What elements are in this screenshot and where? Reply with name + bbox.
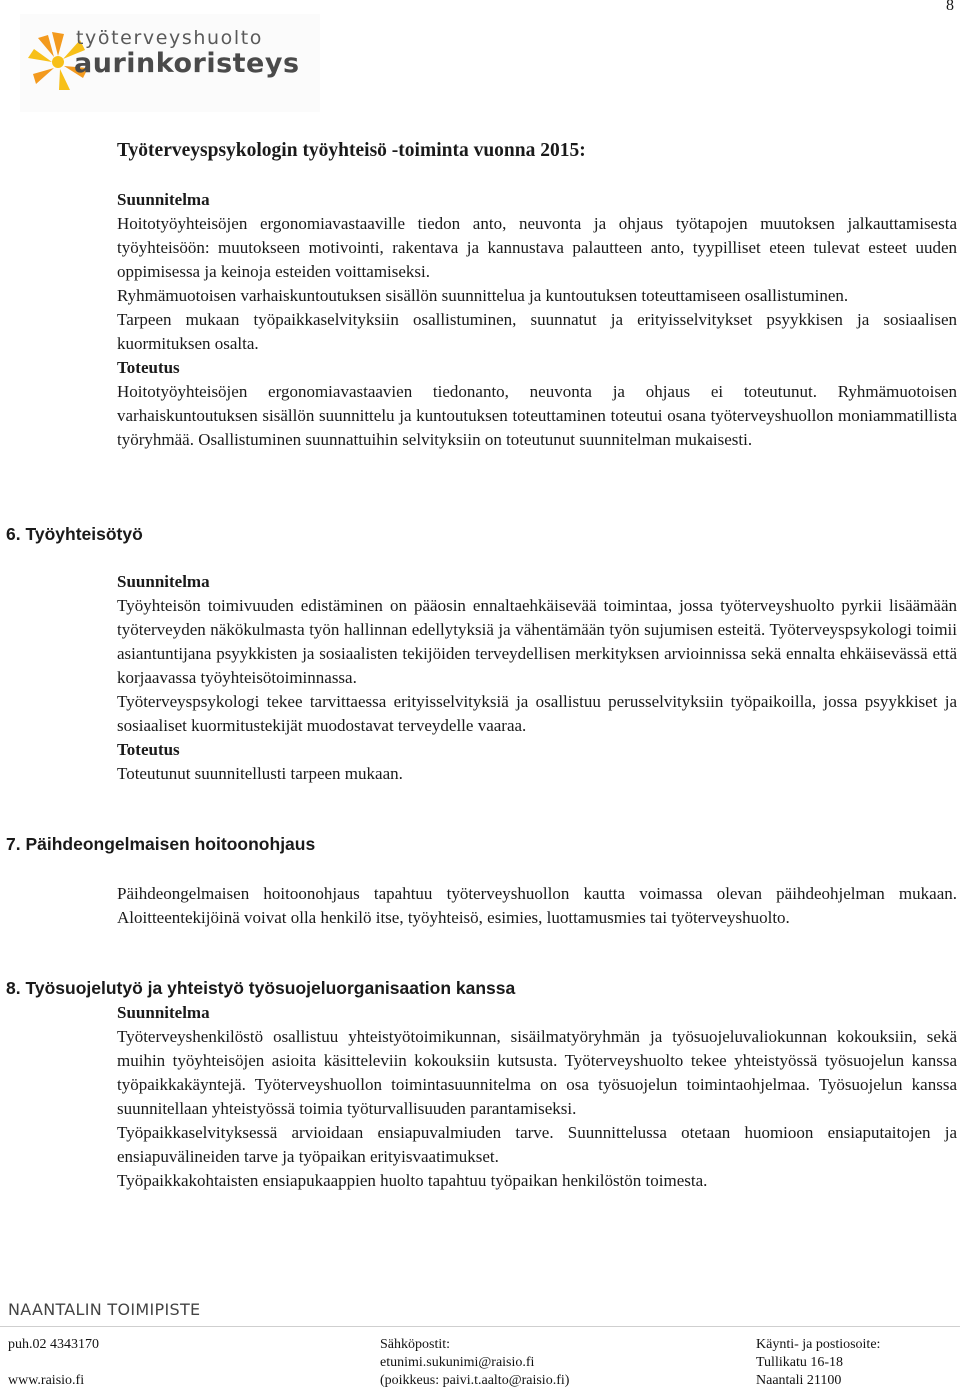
implementation-heading: Toteutus: [117, 358, 180, 377]
section-heading-6: 6. Työyhteisötyö: [6, 524, 143, 544]
paragraph: Työpaikkakohtaisten ensiapukaappien huolto tapahtuu työpaikan henkilöstön toimesta.: [117, 1171, 708, 1190]
plan-heading: Suunnitelma: [117, 572, 210, 591]
footer-divider: [0, 1326, 960, 1327]
paragraph: Työterveyshenkilöstö osallistuu yhteistyötoimikunnan, sisäilmatyöryhmän ja työsuojeluvaliokunnan kokouksiin, sekä muihin työyhteisöjen asioita käsitteleviin kokouksiin kutsusta. Työterveyshuolto tekee yhteistyössä työsuojelun kanssa työpaikkakäyntejä. Työterveyshuollon toimintasuunnitelma on osa työsuojelun toimintaohjelmaa. Työsuojelun kanssa suunnitellaan yhteistyössä toimia työturvallisuuden parantamiseksi.: [117, 1027, 957, 1118]
footer-city: Naantali 21100: [756, 1373, 842, 1388]
document-title: Työterveyspsykologin työyhteisö -toiminta vuonna 2015:: [117, 140, 586, 161]
implementation-heading: Toteutus: [117, 740, 180, 759]
paragraph: Päihdeongelmaisen hoitoonohjaus tapahtuu työterveyshuollon kautta voimassa olevan päihdeohjelman mukaan. Aloitteentekijöinä voivat olla henkilö itse, työyhteisö, esimies, luottamusmies tai työterveyshuolto.: [117, 884, 957, 927]
section-7-block: [117, 882, 957, 930]
page-number: 8: [946, 0, 954, 14]
paragraph: Työyhteisön toimivuuden edistäminen on pääosin ennaltaehkäisevää toimintaa, jossa työterveyshuolto pyrkii lisäämään työterveyden näkökulmasta työn hallinnan edellytyksiä ja vähentämään työn sujumisen esteitä. Työterveyspsykologi toimii asiantuntijana psyykkisten ja sosiaalisten tekijöiden terveydellisen merkityksen arvioinnissa sekä ennalta ehkäisevässä että korjaavassa työyhteisötoiminnassa.: [117, 596, 957, 687]
footer-office-name: NAANTALIN TOIMIPISTE: [8, 1300, 201, 1319]
paragraph: Työterveyspsykologi tekee tarvittaessa erityisselvityksiä ja osallistuu perusselvityksiin työpaikoilla, jossa psyykkiset ja sosiaaliset kuormitustekijät muodostavat terveydelle vaaraa.: [117, 692, 957, 735]
section-6-block: [117, 570, 957, 786]
paragraph: Ryhmämuotoisen varhaiskuntoutuksen sisällön suunnittelua ja kuntoutuksen toteuttamiseen osallistuminen.: [117, 286, 849, 305]
intro-block: [117, 188, 957, 452]
logo-text-brand: aurinkoristeys: [74, 48, 300, 79]
footer-email-address[interactable]: etunimi.sukunimi@raisio.fi: [380, 1355, 535, 1370]
paragraph: Hoitotyöyhteisöjen ergonomiavastaaville tiedon anto, neuvonta ja ohjaus työtapojen muutoksen jalkauttamisesta työyhteisöön: muutokseen motivointi, rakentava ja kannustava palautteen anto, tyypilliset eteen tulevat esteet uuden oppimisessa ja keinoja esteiden voittamiseksi.: [117, 214, 957, 281]
section-heading-8: 8. Työsuojelutyö ja yhteistyö työsuojeluorganisaation kanssa: [6, 978, 516, 998]
footer-address-label: Käynti- ja postiosoite:: [756, 1337, 881, 1352]
footer-email-label: Sähköpostit:: [380, 1337, 451, 1352]
logo-text-top: työterveyshuolto: [76, 27, 264, 49]
section-heading-7: 7. Päihdeongelmaisen hoitoonohjaus: [6, 834, 316, 854]
footer-contact: [8, 1336, 99, 1390]
paragraph: Tarpeen mukaan työpaikkaselvityksiin osallistuminen, suunnatut ja erityisselvitykset psyykkisen ja sosiaalisen kuormituksen osalta.: [117, 310, 957, 353]
footer-email: [380, 1336, 569, 1390]
footer-website-link[interactable]: www.raisio.fi: [8, 1373, 85, 1388]
paragraph: Toteutunut suunnitellusti tarpeen mukaan.: [117, 764, 403, 783]
section-8-block: [117, 1001, 957, 1193]
footer-street: Tullikatu 16-18: [756, 1355, 843, 1370]
footer-phone: puh.02 4343170: [8, 1337, 99, 1352]
paragraph: Työpaikkaselvityksessä arvioidaan ensiapuvalmiuden tarve. Suunnittelussa otetaan huomioon ensiaputaitojen ja ensiapuvälineiden tarve ja työpaikan erityisvaatimukset.: [117, 1123, 957, 1166]
paragraph: Hoitotyöyhteisöjen ergonomiavastaavien tiedonanto, neuvonta ja ohjaus ei toteutunut. Ryhmämuotoisen varhaiskuntoutuksen sisällön suunnittelu ja kuntoutuksen toteuttaminen toteutui osana työterveyshuollon moniammatillista työryhmää. Osallistuminen suunnattuihin selvityksiin on toteutunut suunnitelman mukaisesti.: [117, 382, 957, 449]
footer-address: [756, 1336, 880, 1390]
footer-email-exception: (poikkeus: paivi.t.aalto@raisio.fi): [380, 1373, 570, 1388]
plan-heading: Suunnitelma: [117, 1003, 210, 1022]
plan-heading: Suunnitelma: [117, 190, 210, 209]
